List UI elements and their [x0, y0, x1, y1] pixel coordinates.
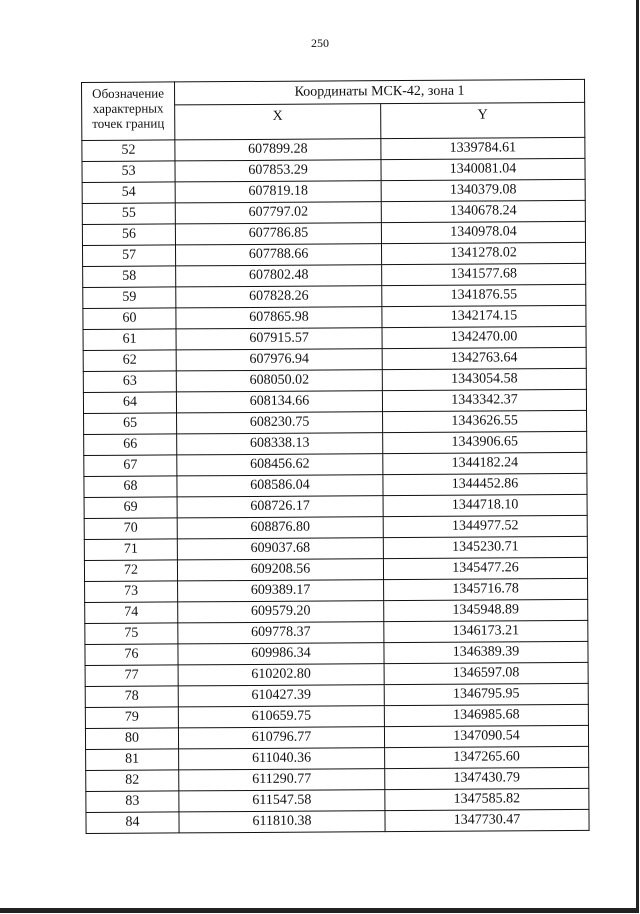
- point-number-cell: 84: [86, 812, 179, 834]
- table-row: [85, 725, 588, 749]
- table-row: [83, 368, 586, 392]
- table-row: [84, 431, 587, 455]
- table-row: [83, 305, 586, 329]
- page-number: 250: [311, 36, 329, 50]
- y-coordinate-cell: 1346795.95: [384, 683, 588, 705]
- y-coordinate-cell: 1345716.78: [384, 578, 588, 600]
- x-coordinate-cell: 608338.13: [177, 433, 383, 455]
- x-coordinate-cell: 608586.04: [177, 475, 383, 497]
- table-row: [85, 578, 588, 602]
- x-coordinate-cell: 610796.77: [178, 727, 384, 749]
- y-coordinate-cell: 1346173.21: [384, 620, 588, 642]
- y-coordinate-cell: 1339784.61: [381, 137, 585, 159]
- y-coordinate-cell: 1343906.65: [383, 431, 587, 453]
- table-row: [83, 284, 586, 308]
- table-row: [83, 389, 586, 413]
- x-coordinate-cell: 607899.28: [175, 139, 381, 161]
- table-row: [84, 410, 587, 434]
- x-coordinate-cell: 610659.75: [178, 706, 384, 728]
- y-coordinate-cell: 1345477.26: [383, 557, 587, 579]
- table-row: [85, 620, 588, 644]
- table-row: [82, 158, 585, 182]
- x-coordinate-cell: 608230.75: [177, 412, 383, 434]
- table-row: [83, 326, 586, 350]
- coordinates-table: [81, 79, 590, 834]
- point-number-cell: 63: [83, 371, 176, 393]
- point-number-cell: 80: [85, 728, 178, 750]
- table-row: [82, 179, 585, 203]
- point-number-cell: 83: [86, 791, 179, 813]
- point-number-cell: 58: [83, 266, 176, 288]
- x-coordinate-cell: 611810.38: [179, 811, 385, 833]
- point-number-cell: 54: [82, 182, 175, 204]
- table-row: [84, 515, 587, 539]
- y-coordinate-cell: 1345948.89: [384, 599, 588, 621]
- point-number-cell: 70: [84, 518, 177, 540]
- table-row: [82, 200, 585, 224]
- header-point-designation: Обозначение характерных точек границ: [82, 82, 175, 141]
- point-number-cell: 73: [85, 581, 178, 603]
- y-coordinate-cell: 1344452.86: [383, 473, 587, 495]
- x-coordinate-cell: 607819.18: [175, 181, 381, 203]
- x-coordinate-cell: 608726.17: [177, 496, 383, 518]
- table-row: [86, 746, 589, 770]
- x-coordinate-cell: 609778.37: [178, 622, 384, 644]
- point-number-cell: 78: [85, 686, 178, 708]
- table-row: [85, 704, 588, 728]
- point-number-cell: 66: [84, 434, 177, 456]
- x-coordinate-cell: 608876.80: [177, 517, 383, 539]
- table-row: [84, 452, 587, 476]
- y-coordinate-cell: 1341876.55: [382, 284, 586, 306]
- x-coordinate-cell: 609986.34: [178, 643, 384, 665]
- x-coordinate-cell: 607828.26: [176, 286, 382, 308]
- x-coordinate-cell: 607853.29: [175, 160, 381, 182]
- point-number-cell: 62: [83, 350, 176, 372]
- point-number-cell: 72: [84, 560, 177, 582]
- point-number-cell: 67: [84, 455, 177, 477]
- point-number-cell: 55: [82, 203, 175, 225]
- y-coordinate-cell: 1346597.08: [384, 662, 588, 684]
- table-row: [83, 263, 586, 287]
- y-coordinate-cell: 1343342.37: [382, 389, 586, 411]
- x-coordinate-cell: 611290.77: [179, 769, 385, 791]
- point-number-cell: 75: [85, 623, 178, 645]
- x-coordinate-cell: 607802.48: [176, 265, 382, 287]
- point-number-cell: 69: [84, 497, 177, 519]
- y-coordinate-cell: 1346985.68: [384, 704, 588, 726]
- x-coordinate-cell: 608134.66: [176, 391, 382, 413]
- x-coordinate-cell: 610202.80: [178, 664, 384, 686]
- x-coordinate-cell: 609208.56: [177, 559, 383, 581]
- x-coordinate-cell: 607788.66: [175, 244, 381, 266]
- point-number-cell: 65: [84, 413, 177, 435]
- x-coordinate-cell: 607797.02: [175, 202, 381, 224]
- y-coordinate-cell: 1342763.64: [382, 347, 586, 369]
- y-coordinate-cell: 1344718.10: [383, 494, 587, 516]
- point-number-cell: 81: [86, 749, 179, 771]
- header-x: X: [175, 104, 381, 140]
- point-number-cell: 74: [85, 602, 178, 624]
- x-coordinate-cell: 607865.98: [176, 307, 382, 329]
- point-number-cell: 60: [83, 308, 176, 330]
- point-number-cell: 53: [82, 161, 175, 183]
- table-row: [84, 536, 587, 560]
- y-coordinate-cell: 1347430.79: [385, 767, 589, 789]
- table-body: [82, 137, 589, 833]
- table-row: [85, 662, 588, 686]
- x-coordinate-cell: 609037.68: [177, 538, 383, 560]
- point-number-cell: 64: [83, 392, 176, 414]
- y-coordinate-cell: 1342174.15: [382, 305, 586, 327]
- x-coordinate-cell: 610427.39: [178, 685, 384, 707]
- point-number-cell: 61: [83, 329, 176, 351]
- table-row: [84, 557, 587, 581]
- x-coordinate-cell: 609389.17: [178, 580, 384, 602]
- point-number-cell: 71: [84, 539, 177, 561]
- y-coordinate-cell: 1340081.04: [381, 158, 585, 180]
- point-number-cell: 76: [85, 644, 178, 666]
- y-coordinate-cell: 1344977.52: [383, 515, 587, 537]
- table-row: [82, 137, 585, 161]
- table-row: [82, 221, 585, 245]
- point-number-cell: 59: [83, 287, 176, 309]
- y-coordinate-cell: 1343054.58: [382, 368, 586, 390]
- point-number-cell: 77: [85, 665, 178, 687]
- x-coordinate-cell: 611547.58: [179, 790, 385, 812]
- x-coordinate-cell: 609579.20: [178, 601, 384, 623]
- y-coordinate-cell: 1347265.60: [385, 746, 589, 768]
- y-coordinate-cell: 1340978.04: [381, 221, 585, 243]
- x-coordinate-cell: 607915.57: [176, 328, 382, 350]
- table-row: [84, 473, 587, 497]
- point-number-cell: 82: [86, 770, 179, 792]
- point-number-cell: 52: [82, 140, 175, 162]
- x-coordinate-cell: 608456.62: [177, 454, 383, 476]
- x-coordinate-cell: 608050.02: [176, 370, 382, 392]
- table-row: [85, 683, 588, 707]
- y-coordinate-cell: 1340379.08: [381, 179, 585, 201]
- x-coordinate-cell: 607786.85: [175, 223, 381, 245]
- y-coordinate-cell: 1343626.55: [383, 410, 587, 432]
- y-coordinate-cell: 1347090.54: [384, 725, 588, 747]
- y-coordinate-cell: 1346389.39: [384, 641, 588, 663]
- table-row: [86, 767, 589, 791]
- y-coordinate-cell: 1347730.47: [385, 809, 589, 831]
- table-row: [85, 641, 588, 665]
- y-coordinate-cell: 1345230.71: [383, 536, 587, 558]
- table-row: [84, 494, 587, 518]
- x-coordinate-cell: 611040.36: [179, 748, 385, 770]
- x-coordinate-cell: 607976.94: [176, 349, 382, 371]
- header-coordinates-group: Координаты МСК-42, зона 1: [175, 79, 585, 105]
- table-row: [86, 809, 589, 833]
- table-row: [83, 347, 586, 371]
- y-coordinate-cell: 1341278.02: [381, 242, 585, 264]
- point-number-cell: 57: [82, 245, 175, 267]
- table-row: [85, 599, 588, 623]
- y-coordinate-cell: 1344182.24: [383, 452, 587, 474]
- y-coordinate-cell: 1341577.68: [382, 263, 586, 285]
- point-number-cell: 56: [82, 224, 175, 246]
- y-coordinate-cell: 1342470.00: [382, 326, 586, 348]
- point-number-cell: 68: [84, 476, 177, 498]
- y-coordinate-cell: 1347585.82: [385, 788, 589, 810]
- y-coordinate-cell: 1340678.24: [381, 200, 585, 222]
- table-row: [86, 788, 589, 812]
- header-y: Y: [381, 102, 585, 138]
- table-row: [82, 242, 585, 266]
- point-number-cell: 79: [85, 707, 178, 729]
